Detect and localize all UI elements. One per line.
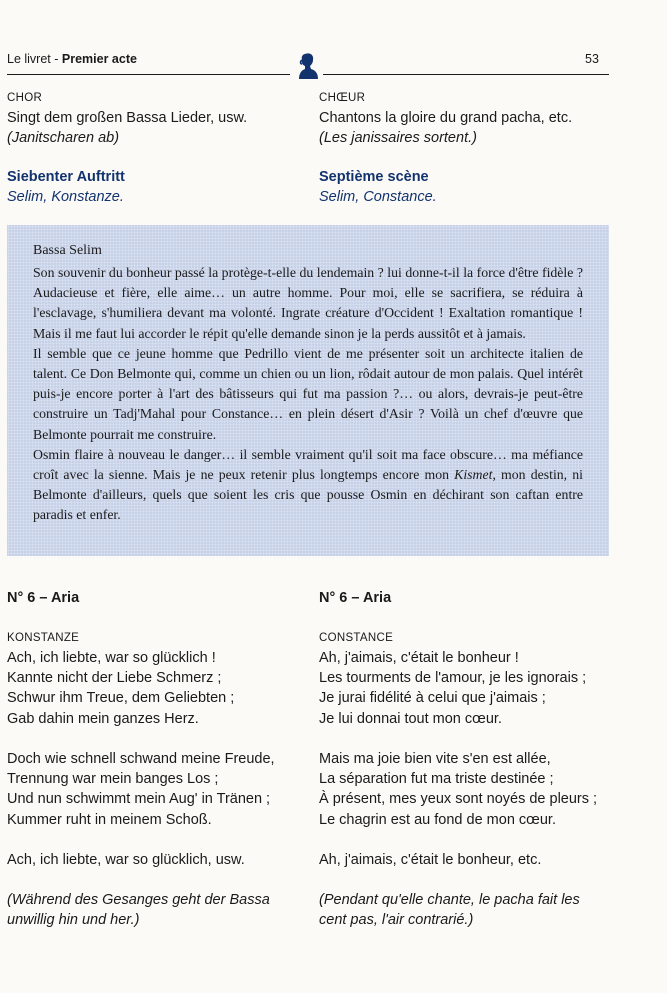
verse-line: Je lui donnai tout mon cœur. (319, 710, 502, 727)
page-number: 53 (585, 52, 599, 66)
commentary-p3-end: , mon destin, ni Belmonte d'ailleurs, quels que soient les cris que pousse Osmin en déchirant son caftan entre paradis et enfer. (33, 467, 583, 523)
book-name: Le livret (7, 52, 51, 66)
verse-line: Ah, j'aimais, c'était le bonheur ! (319, 650, 519, 666)
chorus-line-fr: Chantons la gloire du grand pacha, etc. (319, 110, 573, 126)
section-name: Premier acte (61, 52, 137, 66)
stanza-2-fr (319, 749, 597, 830)
header-rule-right (323, 74, 609, 75)
mozart-bust-icon (296, 52, 320, 80)
verse-line: Ach, ich liebte, war so glücklich ! (7, 650, 216, 666)
direction-line: (Pendant qu'elle chante, le pacha fait les (319, 892, 580, 908)
commentary-p3-italic: Kismet (454, 467, 493, 483)
verse-line: À présent, mes yeux sont noyés de pleurs ; (319, 791, 598, 808)
stage-direction-de (7, 890, 270, 930)
commentary-paragraph-3 (33, 445, 583, 526)
singer-de: KONSTANZE (7, 632, 80, 644)
verse-line: Kummer ruht in meinem Schoß. (7, 811, 212, 828)
commentary-p3-start: Osmin flaire à nouveau le danger… il semble vraiment qu'il soit ma face obscure… ma méfiance croît avec la sienne. Mais je ne peux retenir plus longtemps encore mon (33, 446, 583, 483)
aria-title-de: N° 6 – Aria (7, 590, 80, 606)
verse-line: Les tourments de l'amour, je les ignorais ; (319, 670, 587, 687)
verse-line: Kannte nicht der Liebe Schmerz ; (7, 670, 222, 687)
verse-line: Schwur ihm Treue, dem Geliebten ; (7, 690, 235, 707)
scene-characters-de: Selim, Konstanze. (7, 189, 124, 205)
verse-line: La séparation fut ma triste destinée ; (319, 771, 554, 788)
direction-line: (Während des Gesanges geht der Bassa (7, 892, 270, 908)
chorus-label-fr: CHŒUR (319, 92, 366, 104)
chorus-direction-fr: (Les janissaires sortent.) (319, 130, 477, 146)
chorus-direction-de: (Janitscharen ab) (7, 130, 120, 146)
scene-title-fr: Septième scène (319, 169, 429, 185)
refrain-fr: Ah, j'aimais, c'était le bonheur, etc. (319, 852, 542, 868)
running-header (7, 52, 137, 66)
direction-line: unwillig hin und her.) (7, 912, 140, 929)
stanza-1-de (7, 648, 234, 729)
chorus-label-de: CHOR (7, 92, 43, 104)
verse-line: Doch wie schnell schwand meine Freude, (7, 751, 275, 767)
header-separator: - (50, 52, 62, 66)
verse-line: Gab dahin mein ganzes Herz. (7, 710, 199, 727)
verse-line: Mais ma joie bien vite s'en est allée, (319, 751, 551, 767)
verse-line: Je jurai fidélité à celui que j'aimais ; (319, 690, 546, 707)
commentary-speaker: Bassa Selim (33, 243, 102, 258)
direction-line: cent pas, l'air contrarié.) (319, 912, 474, 929)
refrain-de: Ach, ich liebte, war so glücklich, usw. (7, 852, 245, 868)
scene-title-de: Siebenter Auftritt (7, 169, 125, 185)
verse-line: Und nun schwimmt mein Aug' in Tränen ; (7, 791, 271, 808)
aria-title-fr: N° 6 – Aria (319, 590, 392, 606)
chorus-line-de: Singt dem großen Bassa Lieder, usw. (7, 110, 248, 126)
header-rule-left (7, 74, 290, 75)
commentary-paragraph-2: Il semble que ce jeune homme que Pedrillo vient de me présenter soit un architecte italien de talent. Ce Don Belmonte qui, comme un chien ou un lion, rôdait autour de mon palais. Quel intérêt puis-je encore porter à l'art des bâtisseurs qui fut ma passion ?… ou alors, devrais-je peut-être construire un Tadj'Mahal pour Constance… en plein désert d'Asir ? Voilà un chef d'œuvre que Belmonte pourrait me construire. (33, 345, 583, 442)
stanza-2-de (7, 749, 275, 830)
scene-characters-fr: Selim, Constance. (319, 189, 437, 205)
singer-fr: CONSTANCE (319, 632, 394, 644)
stanza-1-fr (319, 648, 586, 729)
commentary-paragraph-1: Son souvenir du bonheur passé la protège-t-elle du lendemain ? lui donne-t-il la force d'être fidèle ? Audacieuse et fière, elle aime… un autre homme. Pour moi, elle se sacrifiera, se réduira à l'esclavage, s'humiliera devant ma volonté. Ingrate créature d'Occident ! Exaltation romantique ! Mais il me faut lui accorder le répit qu'elle demande sinon je la perds aussitôt et à jamais. (33, 265, 583, 341)
verse-line: Le chagrin est au fond de mon cœur. (319, 811, 556, 828)
stage-direction-fr (319, 890, 580, 930)
verse-line: Trennung war mein banges Los ; (7, 771, 219, 788)
commentary-text (33, 263, 583, 526)
